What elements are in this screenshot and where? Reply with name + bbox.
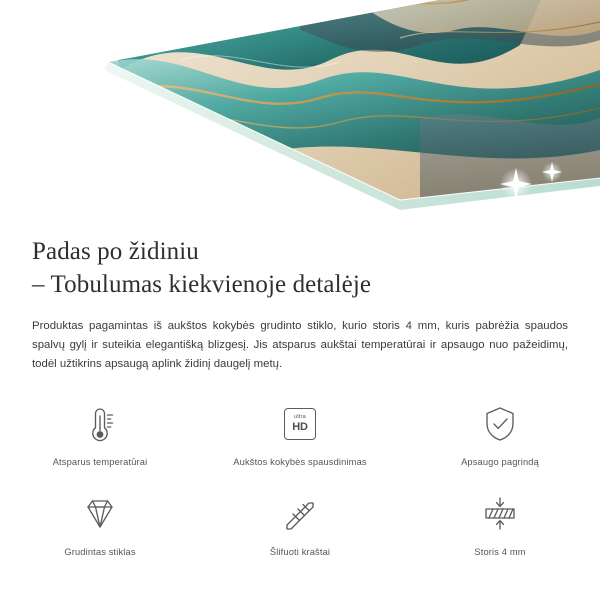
shield-check-icon: [480, 402, 520, 446]
headline-line-1: Padas po židiniu: [32, 238, 199, 265]
page-title: [0, 222, 600, 301]
feature-item-print-quality: [200, 396, 400, 486]
feature-label: Apsaugo pagrindą: [461, 457, 539, 467]
thickness-icon: [479, 492, 521, 536]
feature-item-thickness: [400, 486, 600, 576]
text-content: [0, 222, 600, 374]
feature-label: Storis 4 mm: [474, 547, 526, 557]
ultra-hd-bottom-text: HD: [292, 420, 308, 433]
ultra-hd-top-text: ultra: [294, 414, 306, 421]
feature-item-surface-protection: [400, 396, 600, 486]
feature-label: Aukštos kokybės spausdinimas: [233, 457, 367, 467]
diamond-icon: [79, 492, 121, 536]
hero-image: [0, 0, 600, 222]
feature-label: Grudintas stiklas: [64, 547, 136, 557]
feature-grid: [0, 396, 600, 576]
feature-item-tempered-glass: [0, 486, 200, 576]
ultra-hd-icon: [284, 402, 316, 446]
marble-glass-panel-graphic: [0, 0, 600, 222]
feature-label: Atsparus temperatūrai: [52, 457, 148, 467]
description-paragraph: Produktas pagamintas iš aukštos kokybės grudinto stiklo, kurio storis 4 mm, kuris pabrėžia spaudos spalvų gylį ir suteikia elegantišką blizgesį. Jis atsparus aukštai temperatūrai ir apsaugo nuo pažeidimų, todėl užtikrins apsaugą aplink židinį daugelį metų.: [32, 320, 568, 371]
feature-item-polished-edges: [200, 486, 400, 576]
polished-edges-icon: [279, 492, 321, 536]
feature-item-temperature-resistant: [0, 396, 200, 486]
headline-line-2: – Tobulumas kiekvienoje detalėje: [32, 270, 372, 298]
thermometer-icon: [80, 402, 120, 446]
feature-label: Šlifuoti kraštai: [269, 547, 331, 557]
